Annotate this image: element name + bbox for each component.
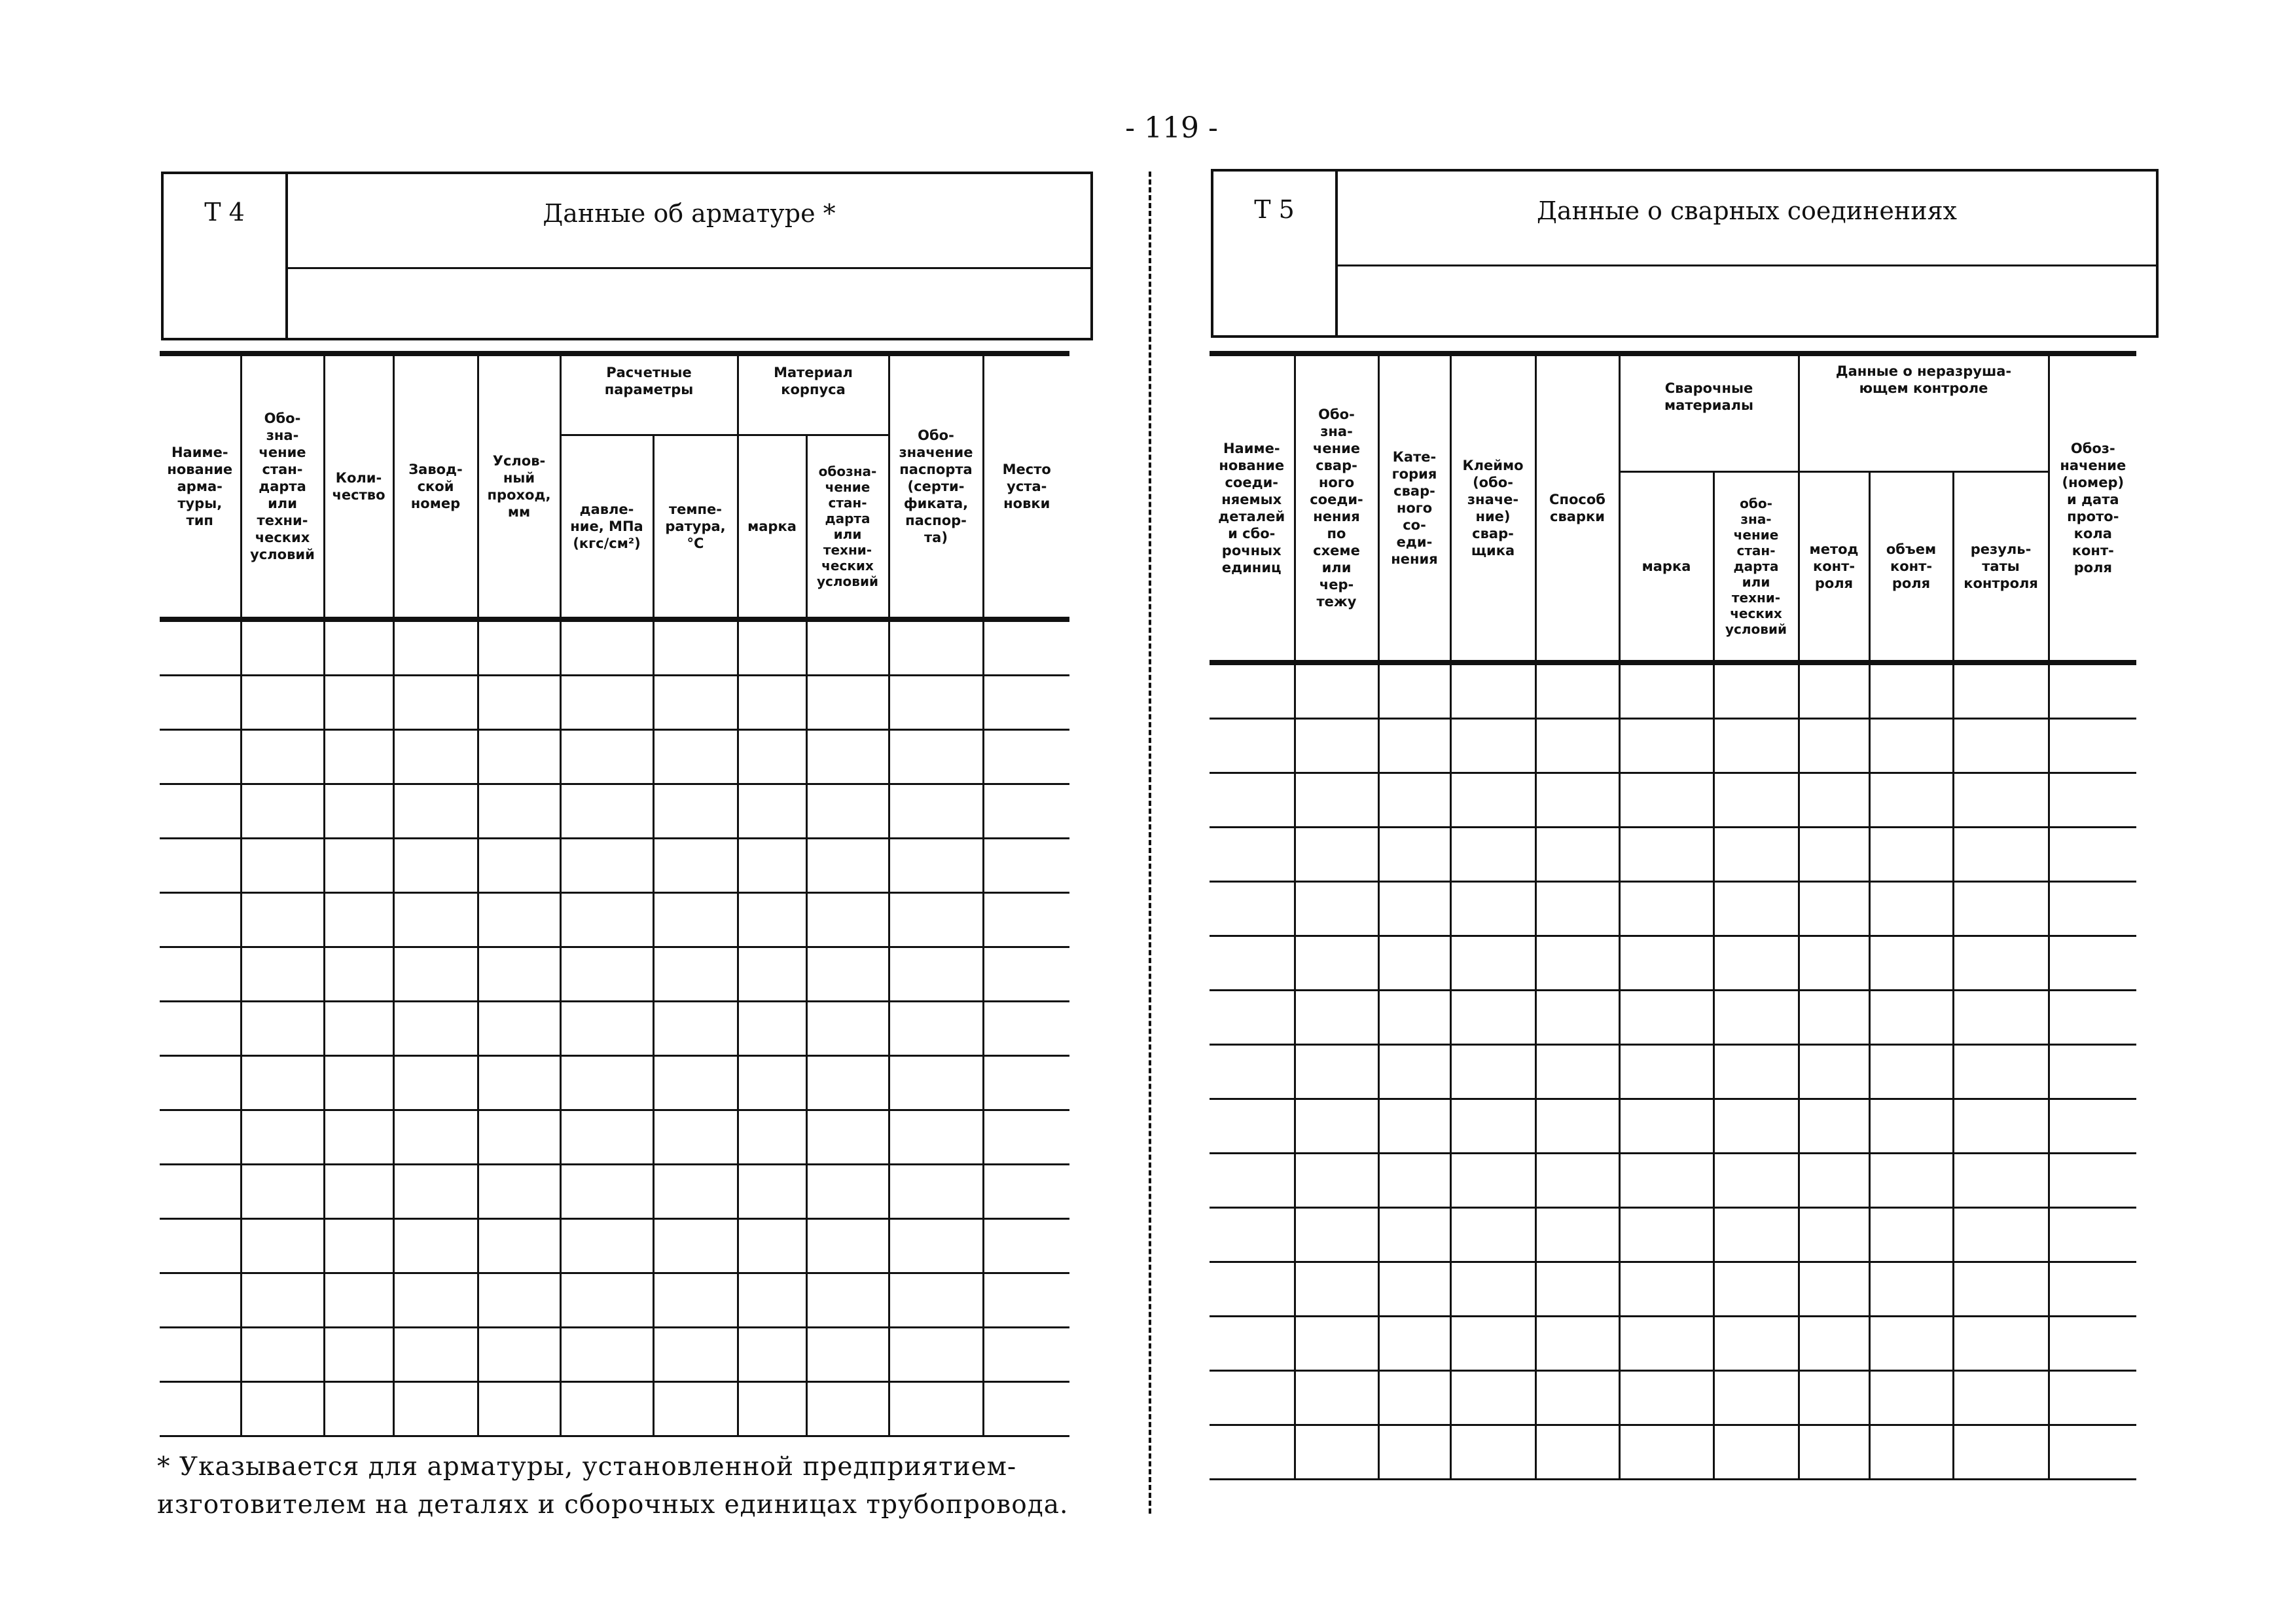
t5-row bbox=[1210, 719, 2136, 773]
t4-header-temperature: темпе- ратура, °С bbox=[653, 435, 738, 619]
t5-header-category: Кате- гория свар- ного со- еди- нения bbox=[1378, 354, 1450, 663]
t4-row bbox=[160, 730, 1069, 784]
t5-row bbox=[1210, 1045, 2136, 1099]
t5-row bbox=[1210, 1154, 2136, 1208]
t5-header-mat-standard: обо- зна- чение стан- дарта или техни- ческих условий bbox=[1713, 471, 1799, 663]
t5-header-ndt-results: резуль- таты контроля bbox=[1953, 471, 2049, 663]
t5-row bbox=[1210, 1262, 2136, 1317]
t4-row bbox=[160, 1056, 1069, 1110]
t4-row bbox=[160, 1219, 1069, 1273]
t4-row bbox=[160, 1328, 1069, 1382]
t4-row bbox=[160, 676, 1069, 730]
t4-header-dn: Услов- ный проход, мм bbox=[478, 354, 560, 619]
t5-header-ndt: Данные о неразруша- ющем контроле bbox=[1799, 354, 2049, 471]
t4-row bbox=[160, 1002, 1069, 1056]
t5-row bbox=[1210, 1371, 2136, 1425]
t4-header-serial: Завод- ской номер bbox=[393, 354, 478, 619]
t5-header-grade: марка bbox=[1619, 471, 1713, 663]
t4-header-body-material: Материал корпуса bbox=[738, 354, 889, 435]
t5-row bbox=[1210, 1317, 2136, 1371]
t5-row bbox=[1210, 1099, 2136, 1154]
t5-row bbox=[1210, 991, 2136, 1045]
t4-row bbox=[160, 947, 1069, 1002]
t4-footnote: * Указывается для арматуры, установленной предприятием-изготовителем на деталях и сборочных единицах трубопровода. bbox=[157, 1452, 1069, 1520]
t5-title: Данные о сварных соединениях bbox=[1338, 172, 2156, 266]
t4-header-qty: Коли- чество bbox=[324, 354, 393, 619]
t5-row bbox=[1210, 882, 2136, 936]
t4-row bbox=[160, 619, 1069, 676]
t4-header-location: Место уста- новки bbox=[983, 354, 1069, 619]
t5-header-joint-id: Обо- зна- чение свар- ного соеди- нения по схеме или чер- тежу bbox=[1295, 354, 1378, 663]
t4-header-pressure: давле- ние, МПа (кгс/см²) bbox=[560, 435, 653, 619]
t5-header-materials: Сварочные материалы bbox=[1619, 354, 1799, 471]
t5-row bbox=[1210, 663, 2136, 719]
t4-row bbox=[160, 839, 1069, 893]
t5-header-protocol: Обоз- начение (номер) и дата прото- кола конт- роля bbox=[2049, 354, 2136, 663]
page-number: - 119 - bbox=[1125, 111, 1218, 145]
t4-row bbox=[160, 893, 1069, 947]
t4-header-design-params: Расчетные параметры bbox=[560, 354, 738, 435]
t5-header-method: Способ сварки bbox=[1535, 354, 1619, 663]
t5-table bbox=[1210, 351, 2136, 1480]
t4-header-mat-standard: обозна- чение стан- дарта или техни- ческих условий bbox=[806, 435, 889, 619]
t5-header-stamp: Клеймо (обо- значе- ние) свар- щика bbox=[1450, 354, 1535, 663]
t5-row bbox=[1210, 773, 2136, 828]
t5-row bbox=[1210, 936, 2136, 991]
t4-header-grade: марка bbox=[738, 435, 806, 619]
t4-row bbox=[160, 784, 1069, 839]
t5-row bbox=[1210, 1208, 2136, 1262]
t4-row bbox=[160, 1273, 1069, 1328]
t4-title-box bbox=[161, 172, 1093, 340]
t4-code: Т 4 bbox=[164, 174, 288, 338]
t5-header-ndt-volume: объем конт- роля bbox=[1869, 471, 1953, 663]
t5-header-name: Наиме- нование соеди- няемых деталей и сбо- рочных единиц bbox=[1210, 354, 1295, 663]
t4-header-passport: Обо- значение паспорта (серти- фиката, паспор- та) bbox=[889, 354, 983, 619]
t4-title: Данные об арматуре * bbox=[288, 174, 1090, 269]
t4-row bbox=[160, 1110, 1069, 1165]
t5-code: Т 5 bbox=[1213, 172, 1338, 335]
t4-row bbox=[160, 1165, 1069, 1219]
t4-row bbox=[160, 1382, 1069, 1436]
page-divider bbox=[1149, 172, 1151, 1514]
t5-row bbox=[1210, 828, 2136, 882]
t4-table bbox=[160, 351, 1069, 1437]
t5-title-box bbox=[1211, 169, 2159, 338]
t4-header-name: Наиме- нование арма- туры, тип bbox=[160, 354, 241, 619]
t5-header-ndt-method: метод конт- роля bbox=[1799, 471, 1869, 663]
t5-row bbox=[1210, 1425, 2136, 1480]
t4-header-standard: Обо- зна- чение стан- дарта или техни- ческих условий bbox=[241, 354, 324, 619]
